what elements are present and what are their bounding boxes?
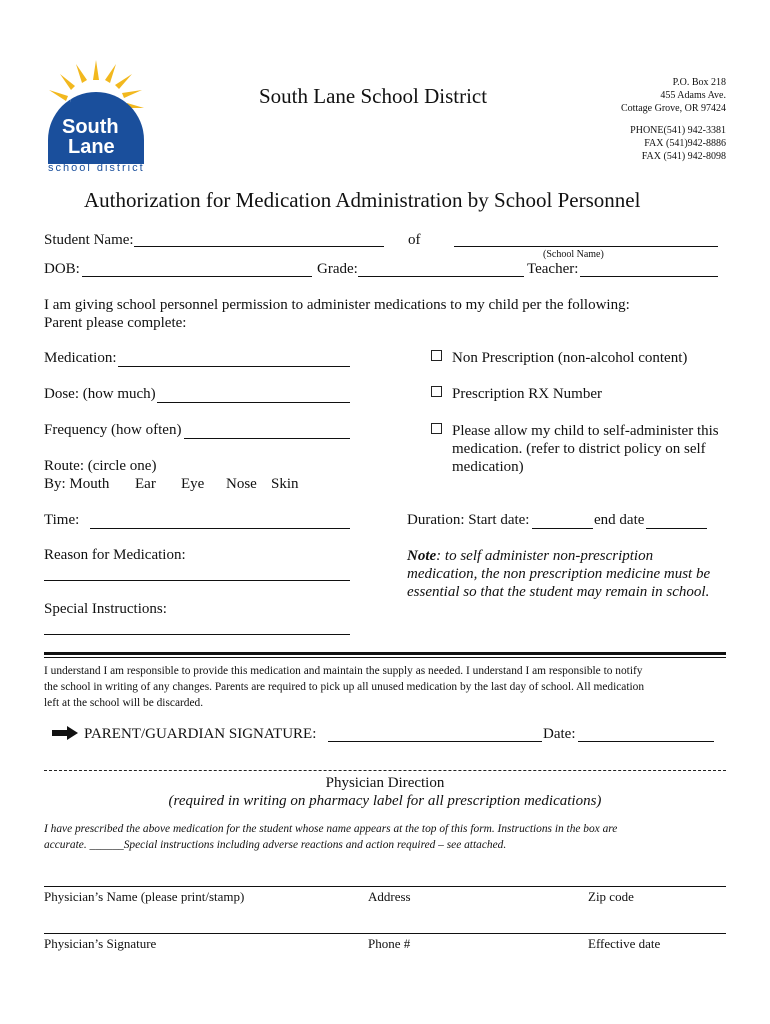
section-divider bbox=[44, 652, 726, 655]
responsibility-line: the school in writing of any changes. Parents are required to pick up all unused medication by the last day of school. All medication bbox=[44, 681, 645, 693]
dob-label: DOB: bbox=[44, 261, 80, 277]
address-line: 455 Adams Ave. bbox=[660, 90, 726, 101]
special-instructions-label: Special Instructions: bbox=[44, 601, 167, 617]
fax-line: FAX (541) 942-8098 bbox=[641, 151, 726, 162]
non-prescription-label: Non Prescription (non-alcohol content) bbox=[452, 350, 688, 366]
frequency-field[interactable] bbox=[184, 422, 350, 439]
parent-signature-field[interactable] bbox=[328, 726, 542, 742]
parent-signature-label: PARENT/GUARDIAN SIGNATURE: bbox=[84, 726, 317, 742]
note-text: essential so that the student may remain in school. bbox=[407, 584, 710, 600]
dob-field[interactable] bbox=[82, 261, 312, 277]
physician-phone-label: Phone # bbox=[368, 936, 411, 951]
route-option-eye[interactable]: Eye bbox=[181, 476, 205, 492]
dose-label: Dose: (how much) bbox=[44, 386, 156, 402]
logo-text-south: South bbox=[62, 116, 119, 138]
physician-signature-label: Physician’s Signature bbox=[44, 936, 157, 951]
physician-subheading: (required in writing on pharmacy label for all prescription medications) bbox=[168, 793, 602, 809]
route-option-skin[interactable]: Skin bbox=[271, 476, 299, 492]
physician-statement bbox=[44, 821, 617, 853]
contact-block bbox=[630, 124, 726, 163]
physician-signature-rule bbox=[44, 933, 726, 934]
route-option-ear[interactable]: Ear bbox=[135, 476, 156, 492]
address-block bbox=[621, 76, 726, 115]
logo-subtitle: school district bbox=[48, 162, 145, 174]
school-name-caption: (School Name) bbox=[543, 249, 604, 260]
intro-line: I am giving school personnel permission to administer medications to my child per the following: bbox=[44, 297, 630, 313]
physician-heading: Physician Direction bbox=[325, 775, 445, 791]
phone-line: PHONE(541) 942-3381 bbox=[630, 125, 726, 136]
logo-text-lane: Lane bbox=[68, 136, 115, 158]
physician-zip-label: Zip code bbox=[588, 889, 634, 904]
fax-line: FAX (541)942-8886 bbox=[644, 138, 726, 149]
note-text: medication, the non prescription medicine must be bbox=[407, 566, 711, 582]
student-name-label: Student Name: bbox=[44, 232, 134, 248]
of-label: of bbox=[408, 232, 421, 248]
reason-label: Reason for Medication: bbox=[44, 547, 186, 563]
end-date-field[interactable] bbox=[646, 512, 707, 529]
physician-statement-line: accurate. ______Special instructions including adverse reactions and action required – see attached. bbox=[44, 839, 507, 851]
reason-field[interactable] bbox=[44, 565, 350, 581]
responsibility-line: I understand I am responsible to provide this medication and maintain the supply as needed. I understand I am responsible to notify bbox=[44, 665, 643, 677]
checkbox-icon[interactable] bbox=[431, 386, 442, 397]
end-date-label: end date bbox=[594, 512, 645, 528]
physician-address-label: Address bbox=[368, 889, 411, 904]
physician-info-rule bbox=[44, 886, 726, 887]
special-instructions-field[interactable] bbox=[44, 619, 350, 635]
note-bold: Note bbox=[407, 548, 437, 564]
district-name: South Lane School District bbox=[259, 84, 488, 108]
arrow-right-icon bbox=[52, 726, 78, 740]
time-field[interactable] bbox=[90, 512, 350, 529]
start-date-field[interactable] bbox=[532, 512, 593, 529]
district-logo bbox=[44, 58, 148, 176]
address-line: P.O. Box 218 bbox=[672, 77, 726, 88]
frequency-label: Frequency (how often) bbox=[44, 422, 182, 438]
physician-name-label: Physician’s Name (please print/stamp) bbox=[44, 889, 245, 904]
form-title: Authorization for Medication Administration by School Personnel bbox=[84, 188, 641, 212]
signature-date-field[interactable] bbox=[578, 726, 714, 742]
checkbox-icon[interactable] bbox=[431, 350, 442, 361]
route-option-nose[interactable]: Nose bbox=[226, 476, 257, 492]
checkbox-icon[interactable] bbox=[431, 423, 442, 434]
medication-field[interactable] bbox=[118, 350, 350, 367]
section-divider bbox=[44, 657, 726, 658]
self-administer-note bbox=[407, 547, 710, 601]
teacher-label: Teacher: bbox=[527, 261, 579, 277]
responsibility-statement bbox=[44, 663, 644, 711]
responsibility-line: left at the school will be discarded. bbox=[44, 697, 204, 709]
school-name-field[interactable] bbox=[454, 232, 718, 247]
self-administer-label: Please allow my child to self-administer this bbox=[452, 423, 719, 439]
grade-label: Grade: bbox=[317, 261, 358, 277]
time-label: Time: bbox=[44, 512, 80, 528]
dose-field[interactable] bbox=[157, 386, 350, 403]
non-prescription-option[interactable] bbox=[431, 350, 687, 367]
dashed-divider bbox=[44, 770, 726, 771]
effective-date-label: Effective date bbox=[588, 936, 661, 951]
teacher-field[interactable] bbox=[580, 261, 718, 277]
self-administer-option[interactable] bbox=[431, 422, 719, 476]
duration-start-label: Duration: Start date: bbox=[407, 512, 530, 528]
route-label: Route: (circle one) bbox=[44, 458, 157, 474]
self-administer-label: medication) bbox=[452, 459, 524, 475]
prescription-rx-option[interactable] bbox=[431, 386, 602, 403]
intro-line: Parent please complete: bbox=[44, 315, 187, 331]
route-option-mouth[interactable]: By: Mouth bbox=[44, 476, 110, 492]
medication-label: Medication: bbox=[44, 350, 117, 366]
prescription-rx-label: Prescription RX Number bbox=[452, 386, 602, 402]
student-name-field[interactable] bbox=[134, 232, 384, 247]
grade-field[interactable] bbox=[358, 261, 524, 277]
physician-statement-line: I have prescribed the above medication for the student whose name appears at the top of this form. Instructions in the box are bbox=[44, 823, 618, 835]
address-line: Cottage Grove, OR 97424 bbox=[621, 103, 726, 114]
self-administer-label: medication. (refer to district policy on self bbox=[452, 441, 706, 457]
note-text: : to self administer non-prescription bbox=[436, 548, 654, 564]
signature-date-label: Date: bbox=[543, 726, 576, 742]
